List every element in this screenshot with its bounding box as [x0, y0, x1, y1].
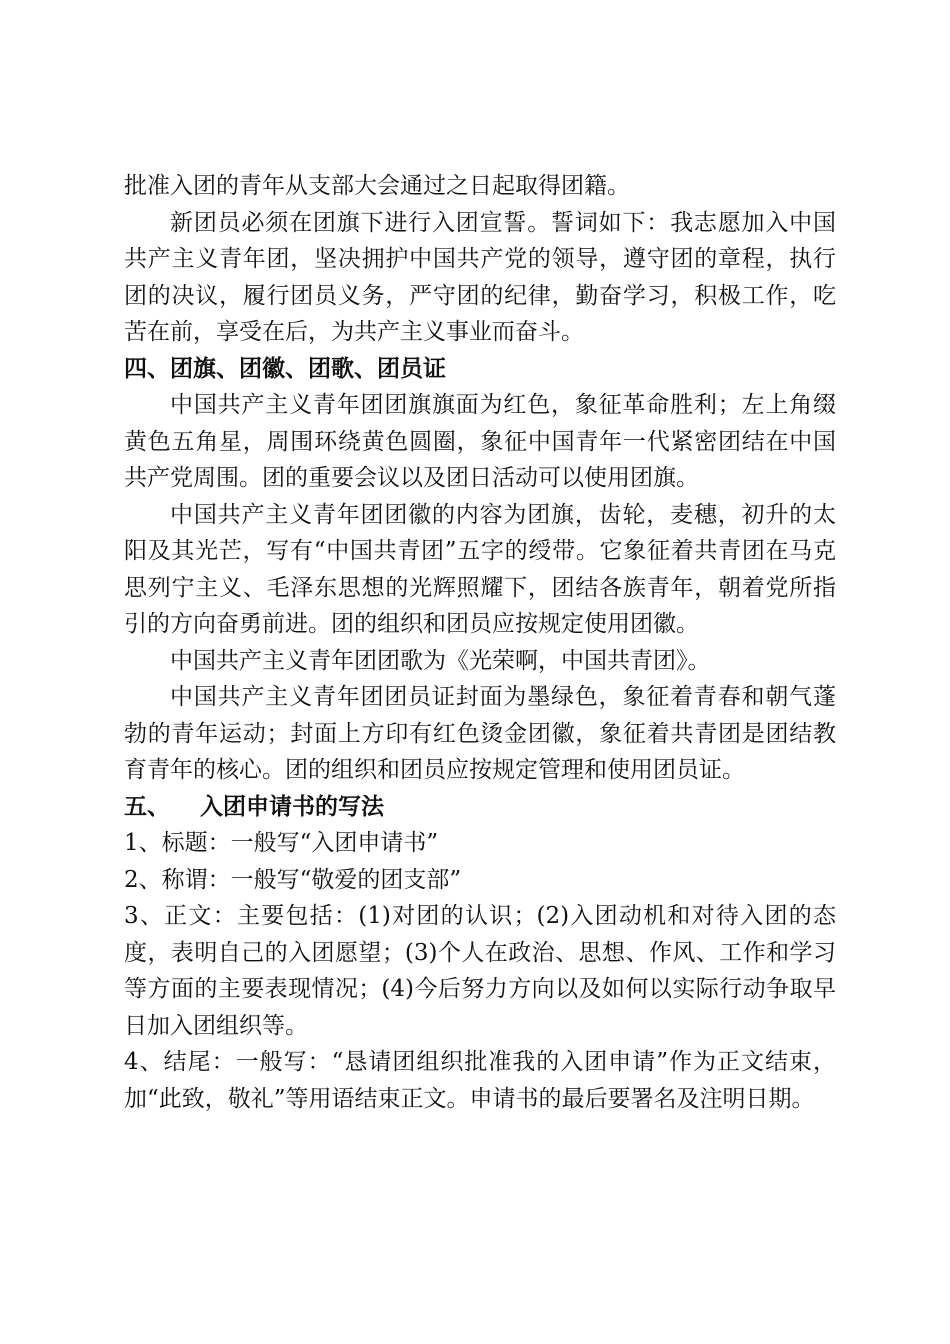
- paragraph-oath: 新团员必须在团旗下进行入团宣誓。誓词如下：我志愿加入中国共产主义青年团，坚决拥护中国共产党的领导，遵守团的章程，执行团的决议，履行团员义务，严守团的纪律，勤奋学习，积极工作，吃苦在前，享受在后，为共产主义事业而奋斗。: [124, 209, 836, 345]
- paragraph-flag: 中国共产主义青年团团旗旗面为红色，象征革命胜利；左上角缀黄色五角星，周围环绕黄色圆圈，象征中国青年一代紧密团结在中国共产党周围。团的重要会议以及团日活动可以使用团旗。: [124, 392, 836, 491]
- list-item-title: 1、标题：一般写“入团申请书”: [124, 830, 439, 856]
- section-heading-5: [124, 789, 836, 826]
- paragraph-emblem: 中国共产主义青年团团徽的内容为团旗，齿轮，麦穗，初升的太阳及其光芒，写有“中国共青团”五字的绶带。它象征着共青团在马克思列宁主义、毛泽东思想的光辉照耀下，团结各族青年，朝着党所指引的方向奋勇前进。团的组织和团员应按规定使用团徽。: [124, 501, 836, 637]
- section-heading-5-text: 入团申请书的写法: [200, 793, 384, 820]
- list-item-closing: 4、结尾：一般写：“恳请团组织批准我的入团申请”作为正文结束，加“此致，敬礼”等用语结束正文。申请书的最后要署名及注明日期。: [124, 1049, 836, 1112]
- paragraph-intro: 批准入团的青年从支部大会通过之日起取得团籍。: [124, 173, 630, 199]
- list-item-salutation: 2、称谓：一般写“敬爱的团支部”: [124, 866, 462, 893]
- list-item-body: 3、正文：主要包括：(1)对团的认识；(2)入团动机和对待入团的态度，表明自己的入团愿望；(3)个人在政治、思想、作风、工作和学习等方面的主要表现情况；(4)今后努力方向以及如何以实际行动争取早日加入团组织等。: [124, 903, 836, 1039]
- paragraph-song: 中国共产主义青年团团歌为《光荣啊，中国共青团》。: [170, 647, 711, 674]
- paragraph-member-card: 中国共产主义青年团团员证封面为墨绿色，象征着青春和朝气蓬勃的青年运动；封面上方印有红色烫金团徽，象征着共青团是团结教育青年的核心。团的组织和团员应按规定管理和使用团员证。: [124, 684, 836, 783]
- section-heading-4: 四、团旗、团徽、团歌、团员证: [124, 355, 446, 382]
- section-heading-5-number: 五、: [124, 793, 170, 820]
- document-page: [124, 168, 836, 1117]
